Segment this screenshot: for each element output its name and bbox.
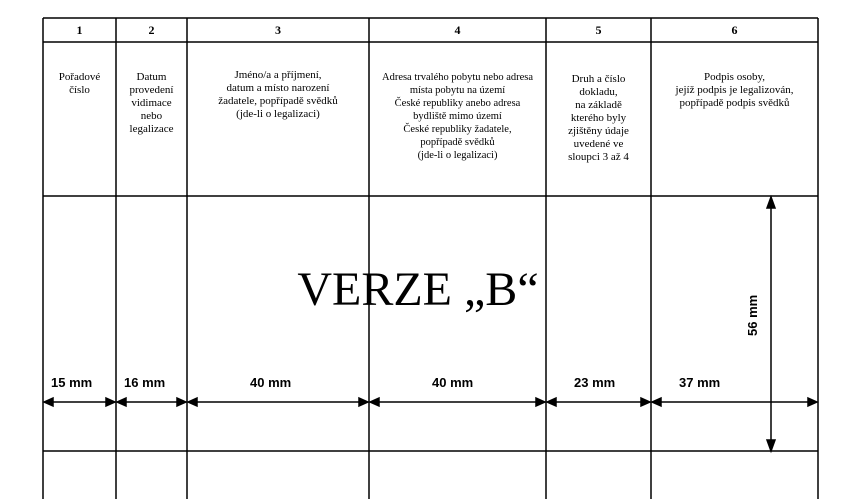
row-height-label: 56 mm: [745, 294, 760, 336]
version-watermark: VERZE „B“: [297, 263, 539, 316]
column-number-6: 6: [731, 23, 738, 37]
column-number-1: 1: [76, 23, 83, 37]
column-number-3: 3: [275, 23, 281, 37]
column-number-2: 2: [148, 23, 155, 37]
column-header-2: Datum provedení vidimace nebo legalizace: [129, 71, 174, 135]
column-header-1: Pořadové číslo: [58, 71, 101, 96]
column-number-4: 4: [454, 23, 461, 37]
width-label-5: 23 mm: [574, 375, 616, 390]
column-header-6: Podpis osoby, jejíž podpis je legalizován, popřípadě podpis svědků: [675, 71, 794, 109]
width-label-1: 15 mm: [51, 375, 93, 390]
width-label-3: 40 mm: [250, 375, 292, 390]
width-label-2: 16 mm: [124, 375, 166, 390]
column-header-4: Adresa trvalého pobytu nebo adresa místa pobytu na území České republiky anebo adresa bydliště mimo území České republiky žadatele, popřípadě svědků (jde-li o legalizaci): [381, 72, 534, 161]
column-header-5: Druh a číslo dokladu, na základě kterého byly zjištěny údaje uvedené ve sloupci 3 až 4: [568, 73, 629, 163]
width-label-4: 40 mm: [432, 375, 474, 390]
width-label-6: 37 mm: [679, 375, 721, 390]
column-header-3: Jméno/a a příjmení, datum a místo narození žadatele, popřípadě svědků (jde-li o legalizaci): [218, 69, 338, 120]
column-number-5: 5: [595, 23, 602, 37]
width-arrows: [44, 398, 817, 406]
